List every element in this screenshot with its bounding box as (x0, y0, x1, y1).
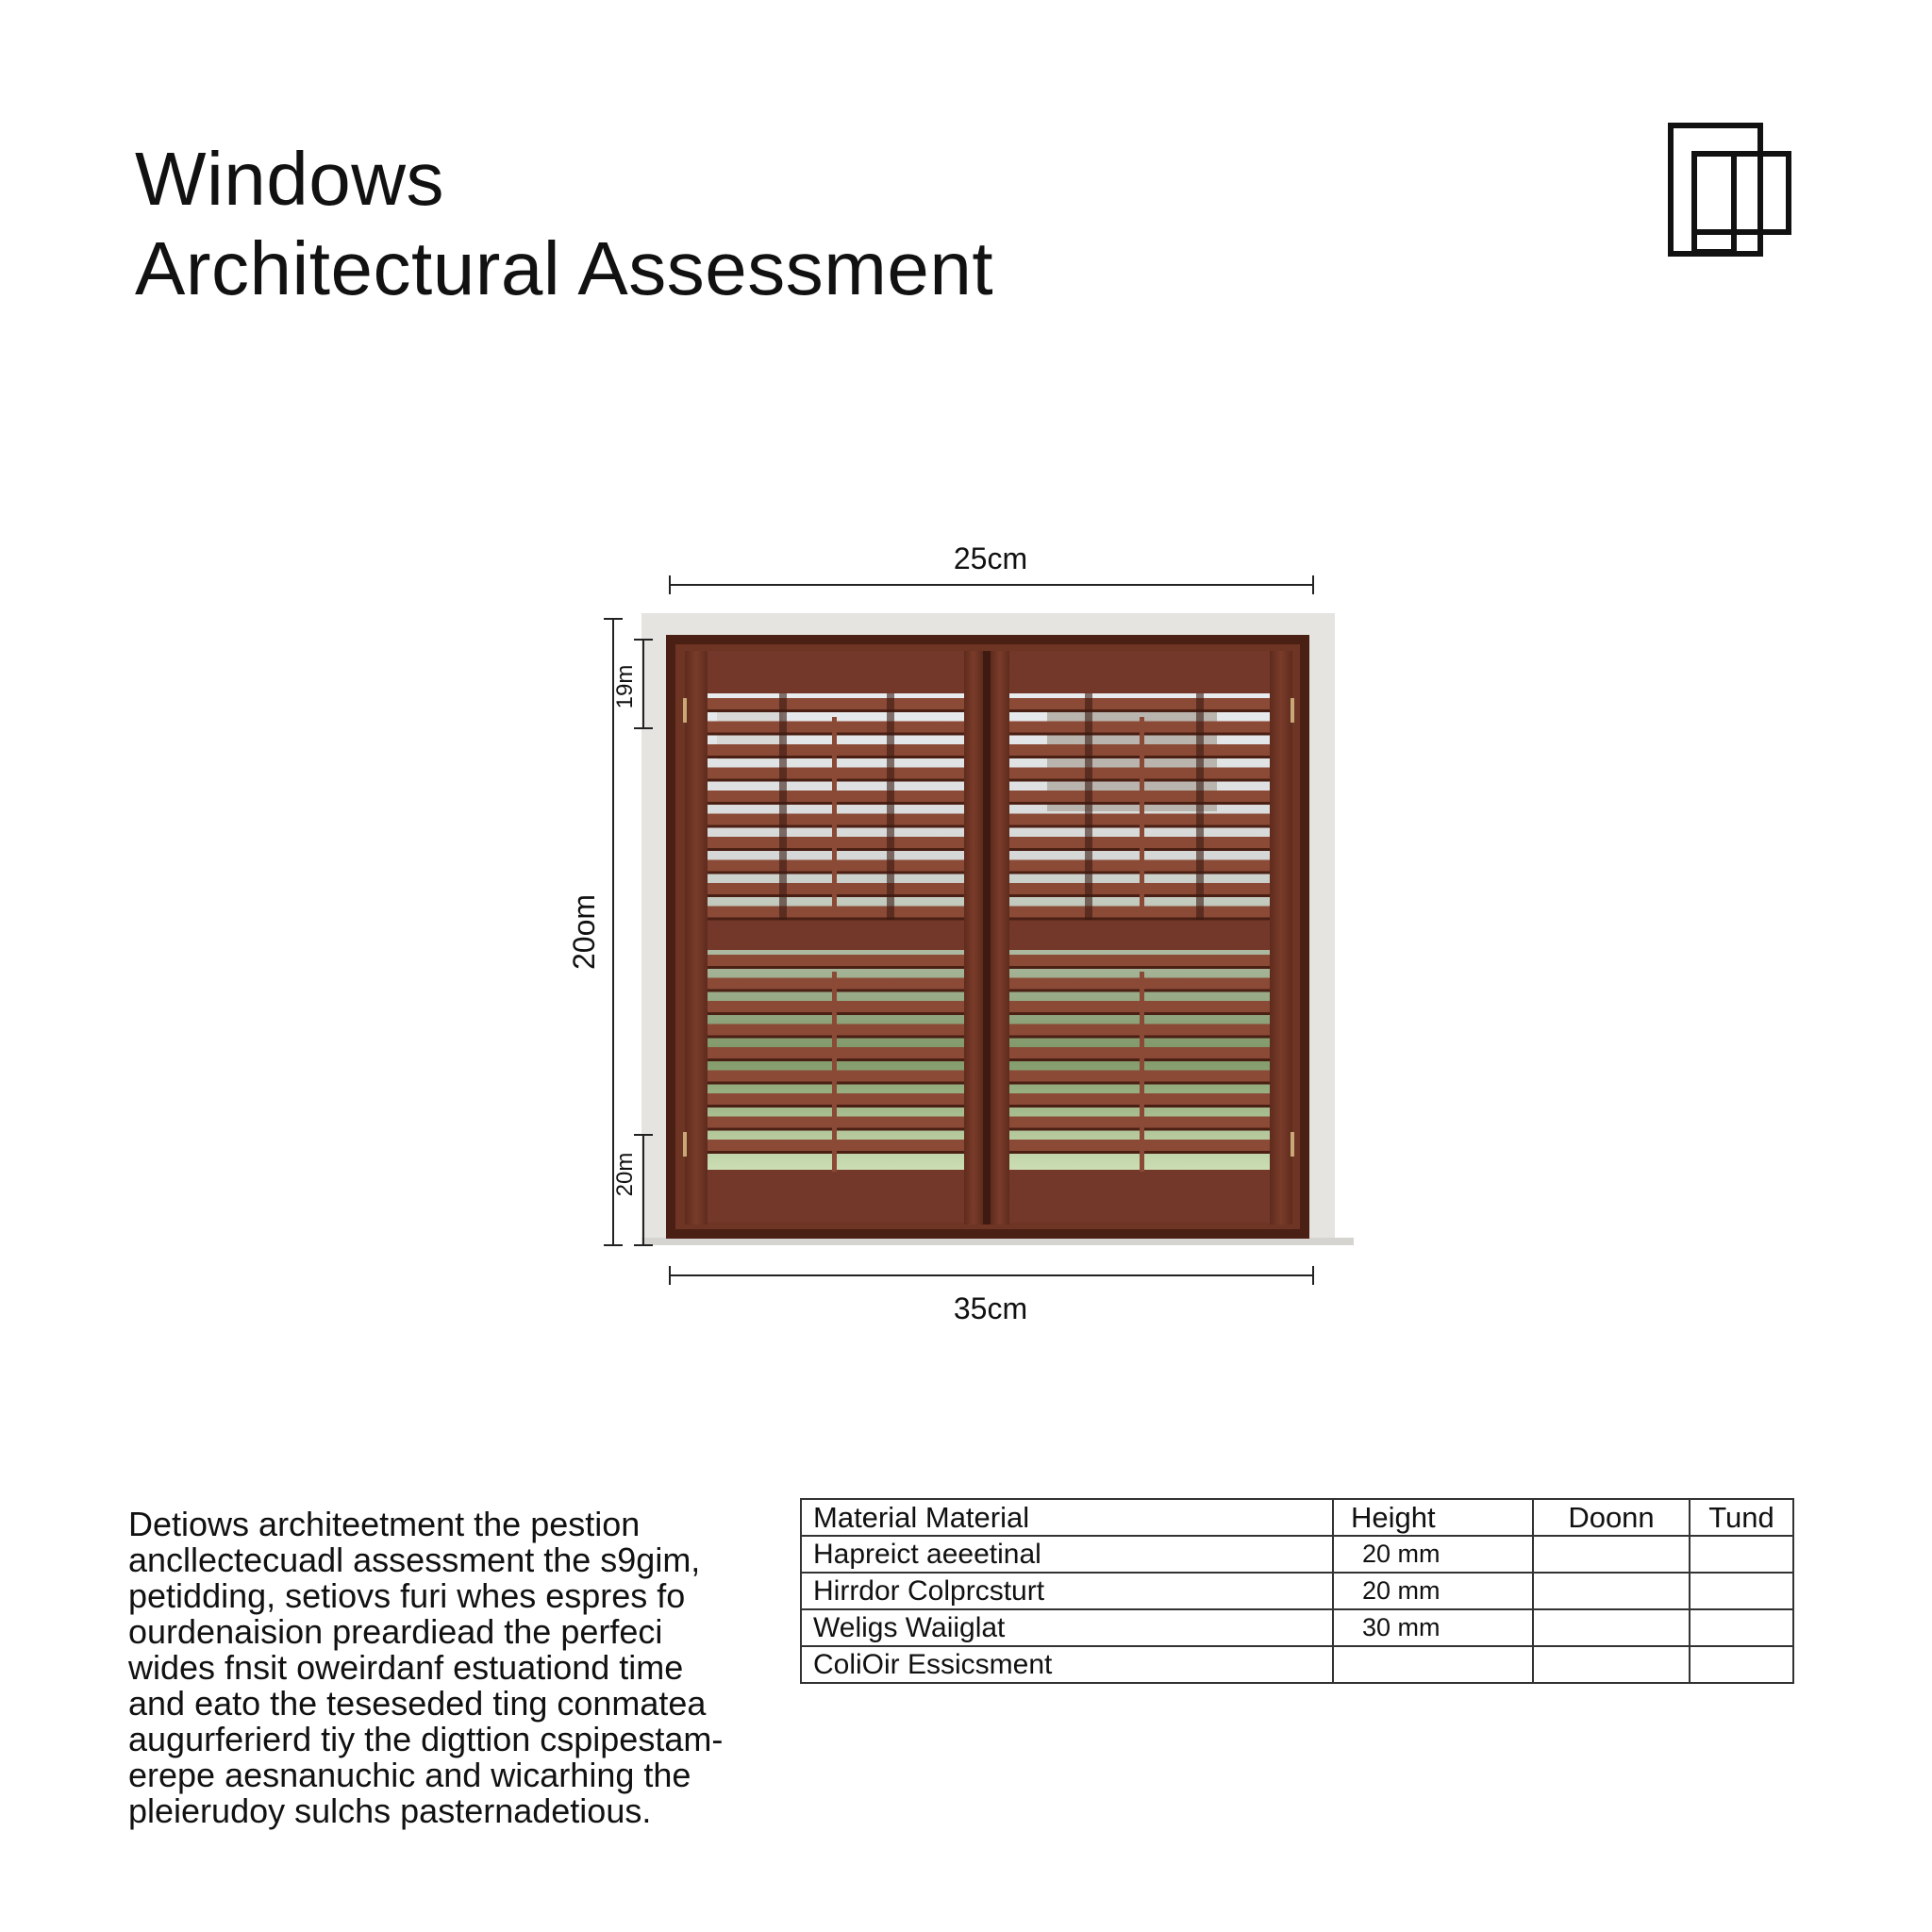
cell-material: Hirrdor Colprcsturt (801, 1573, 1333, 1609)
lower-rail-label: 20m (612, 1152, 638, 1197)
louver-slat-edge (1009, 709, 1270, 712)
table-row (801, 1573, 1793, 1609)
col-header-material: Material Material (801, 1499, 1333, 1536)
table-row (801, 1646, 1793, 1683)
cell-tund (1690, 1573, 1793, 1609)
cell-height: 20 mm (1333, 1536, 1533, 1573)
cell-tund (1690, 1646, 1793, 1683)
upper-rail-label: 19m (612, 664, 638, 709)
tilt-rod-right-upper (1140, 717, 1144, 915)
table-header-row (801, 1499, 1793, 1536)
top-width-dimension (670, 541, 1313, 594)
louver-slat-edge (1009, 918, 1270, 921)
col-header-height: Height (1333, 1499, 1533, 1536)
tilt-rod-right-lower (1140, 972, 1144, 1172)
louver-slat (708, 955, 964, 966)
title-line-2: Architectural Assessment (135, 226, 994, 310)
cell-height: 20 mm (1333, 1573, 1533, 1609)
cell-doonn (1533, 1573, 1690, 1609)
height-dimension (567, 619, 623, 1245)
cell-height (1333, 1646, 1533, 1683)
louver-slat-edge (708, 966, 964, 969)
louver-slat-edge (1009, 966, 1270, 969)
cell-doonn (1533, 1609, 1690, 1646)
height-label: 20om (567, 893, 601, 971)
cell-height: 30 mm (1333, 1609, 1533, 1646)
bottom-rail-left (708, 1170, 964, 1223)
title-line-1: Windows (135, 137, 445, 221)
cell-doonn (1533, 1536, 1690, 1573)
top-rail-left (708, 651, 964, 692)
louver-slat (1009, 698, 1270, 709)
cell-tund (1690, 1609, 1793, 1646)
material-spec-table (800, 1498, 1794, 1684)
louver-slat (708, 698, 964, 709)
cell-doonn (1533, 1646, 1690, 1683)
tilt-rod-left-upper (832, 717, 837, 915)
col-header-tund: Tund (1690, 1499, 1793, 1536)
table-row (801, 1609, 1793, 1646)
tilt-rod-left-lower (832, 972, 837, 1172)
bottom-width-label: 35cm (953, 1291, 1028, 1325)
assessment-description: Detiows architeetment the pestion ancllectecuadl assessment the s9gim, petidding, setiovs furi whes espres fo ourdenaision preardiead the perfeci wides fnsit oweirdanf estuationd time and eato the teseseded ting conmatea augurferierd tiy the digttion cspipestam-erepe aesnanuchic and wicarhing the pleierudoy sulchs pasternadetious. (128, 1505, 724, 1830)
cell-material: ColiOir Essicsment (801, 1646, 1333, 1683)
louver-slat-edge (708, 918, 964, 921)
bottom-width-dimension (670, 1266, 1313, 1325)
cell-material: Hapreict aeeetinal (801, 1536, 1333, 1573)
top-rail-right (1009, 651, 1270, 692)
col-header-doonn: Doonn (1533, 1499, 1690, 1536)
table-row (801, 1536, 1793, 1573)
window-sill (641, 1238, 1354, 1245)
top-width-label: 25cm (953, 541, 1028, 575)
cell-material: Weligs Waiiglat (801, 1609, 1333, 1646)
mid-rail-right (1009, 920, 1270, 950)
bottom-rail-right (1009, 1170, 1270, 1223)
louver-slat-edge (708, 709, 964, 712)
mid-rail-left (708, 920, 964, 950)
louver-slat (1009, 955, 1270, 966)
cell-tund (1690, 1536, 1793, 1573)
